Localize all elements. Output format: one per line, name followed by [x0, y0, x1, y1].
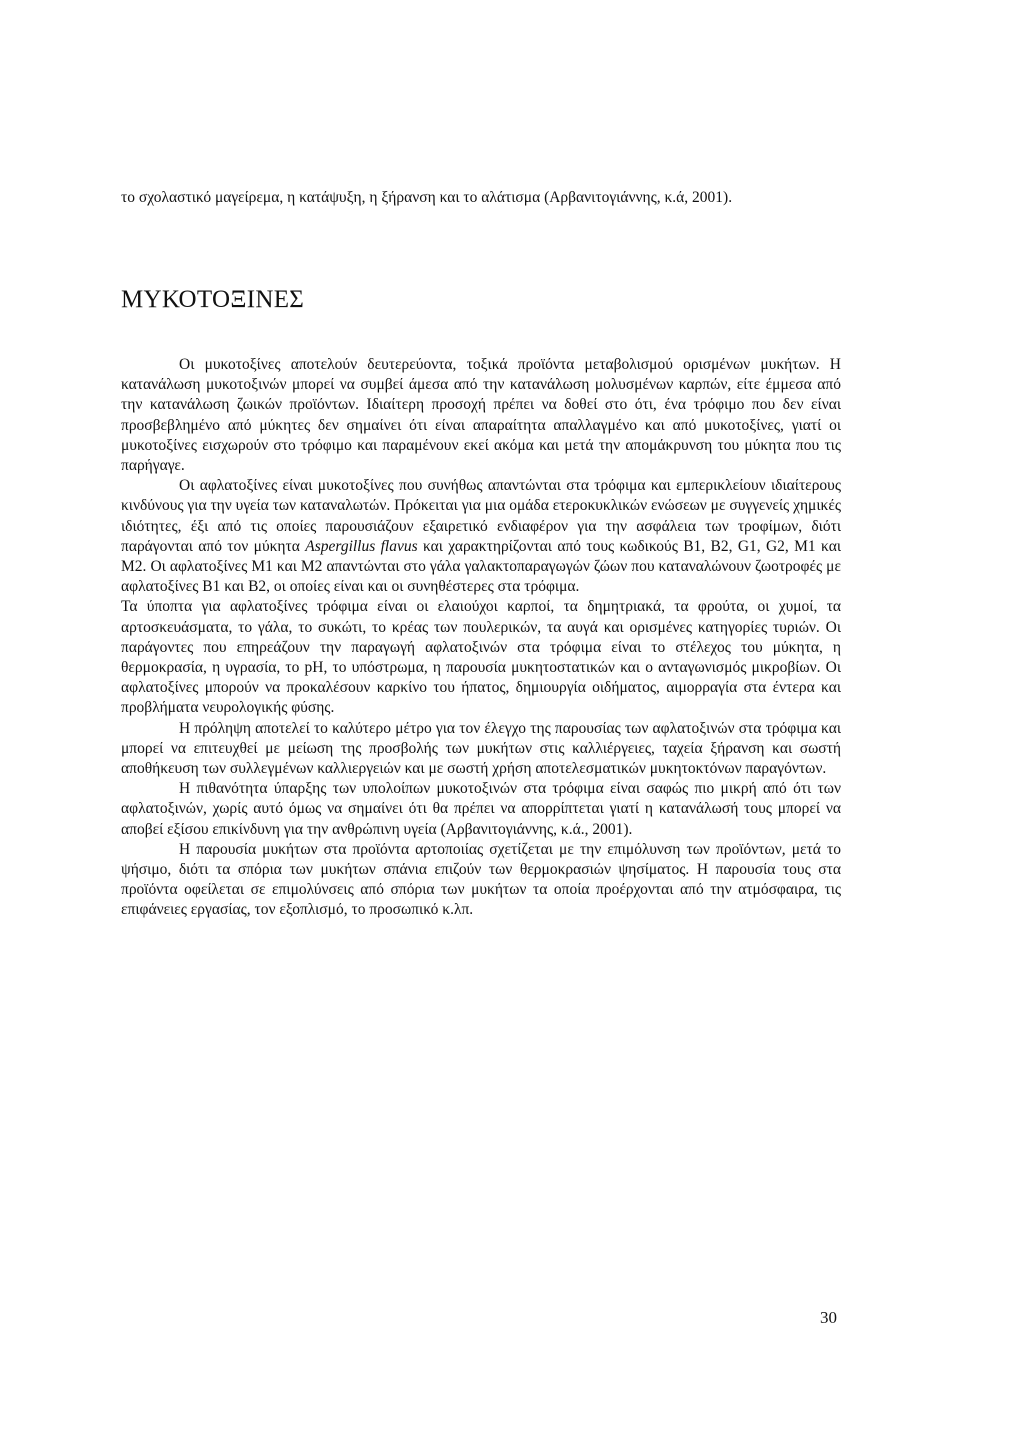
- page-number: 30: [820, 1308, 837, 1327]
- paragraph-other-mycotoxins: Η πιθανότητα ύπαρξης των υπολοίπων μυκοτοξινών στα τρόφιμα είναι σαφώς πιο μικρή από ότι των αφλατοξινών, χωρίς αυτό όμως να σημαίνει ότι θα πρέπει να απορρίπτεται γιατί η κατανάλωσή τους μπορεί να αποβεί εξίσου επικίνδυνη για την ανθρώπινη υγεία (Αρβανιτογιάννης, κ.ά., 2001).: [121, 780, 841, 838]
- paragraph-prevention: Η πρόληψη αποτελεί το καλύτερο μέτρο για τον έλεγχο της παρουσίας των αφλατοξινών στα τρόφιμα και μπορεί να επιτευχθεί με μείωση της προσβολής των μυκήτων στις καλλιέργειες, ταχεία ξήρανση και σωστή αποθήκευση των συλλεγμένων καλλιεργειών και με σωστή χρήση αποτελεσματικών μυκητοκτόνων παραγόντων.: [121, 719, 841, 778]
- intro-paragraph: το σχολαστικό μαγείρεμα, η κατάψυξη, η ξήρανση και το αλάτισμα (Αρβανιτογιάννης, κ.ά, 2001).: [121, 189, 733, 206]
- paragraph-suspect-foods: Τα ύποπτα για αφλατοξίνες τρόφιμα είναι οι ελαιούχοι καρποί, τα δημητριακά, τα φρούτα, οι χυμοί, τα αρτοσκευάσματα, το γάλα, το συκώτι, το κρέας των πουλερικών, τα αυγά και ορισμένες κατηγορίες τυριών. Οι παράγοντες που επηρεάζουν την παραγωγή αφλατοξινών στα τρόφιμα είναι το στέλεχος του μύκητα, η θερμοκρασία, η υγρασία, το pH, το υπόστρωμα, η παρουσία μυκητοστατικών και ο ανταγωνισμός μικροβίων. Οι αφλατοξίνες μπορούν να προκαλέσουν καρκίνο του ήπατος, δημιουργία οιδήματος, αιμορραγία στα έντερα και προβλήματα νευρολογικής φύσης.: [121, 598, 841, 717]
- section-heading: ΜΥΚΟΤΟΞΙΝΕΣ: [121, 286, 305, 313]
- intro-continuation: [121, 188, 841, 208]
- paragraph-aflatoxins: [121, 476, 841, 597]
- paragraph-aflatoxins-text-2: και χαρακτηρίζονται από τους κωδικούς Β1, Β2, G1, G2, M1 και M2. Οι αφλατοξίνες M1 και M2 απαντώνται στο γάλα γαλακτοπαραγωγών ζώων που καταναλώνουν ζωοτροφές με αφλατοξίνες B1 και B2, οι οποίες είναι και οι συνηθέστερες στα τρόφιμα.: [121, 537, 841, 596]
- paragraph-mycotoxins-definition: Οι μυκοτοξίνες αποτελούν δευτερεύοντα, τοξικά προϊόντα μεταβολισμού ορισμένων μυκήτων. Η κατανάλωση μυκοτοξινών μπορεί να συμβεί άμεσα από την κατανάλωση μολυσμένων καρπών, είτε έμμεσα από την κατανάλωση ζωικών προϊόντων. Ιδιαίτερη προσοχή πρέπει να δοθεί στο ότι, ένα τρόφιμο που δεν είναι προσβεβλημένο από μύκητες δεν σημαίνει ότι είναι απαραίτητα απαλλαγμένο και από μυκοτοξίνες, γιατί οι μυκοτοξίνες εισχωρούν στο τρόφιμο και παραμένουν εκεί ακόμα και μετά την απομάκρυνση του μύκητα που τις παρήγαγε.: [121, 356, 841, 475]
- section-body: [121, 355, 841, 921]
- paragraph-aflatoxins-text-1: Οι αφλατοξίνες είναι μυκοτοξίνες που συνήθως απαντώνται στα τρόφιμα και εμπερικλείουν ιδιαίτερους κινδύνους για την υγεία των καταναλωτών. Πρόκειται για μια ομάδα ετεροκυκλικών ενώσεων με συγγενείς χημικές ιδιότητες, έξι από τις οποίες παρουσιάζουν εξαιρετικό ενδιαφέρον για την ασφάλεια των τροφίμων, διότι παράγονται από τον μύκητα: [121, 477, 841, 555]
- paragraph-bakery-products: Η παρουσία μυκήτων στα προϊόντα αρτοποιίας σχετίζεται με την επιμόλυνση των προϊόντων, μετά το ψήσιμο, διότι τα σπόρια των μυκήτων σπάνια επιζούν των θερμοκρασιών ψησίματος. Η παρουσία τους στα προϊόντα οφείλεται σε επιμολύνσεις από σπόρια των μυκήτων τα οποία προέρχονται από την ατμόσφαιρα, τις επιφάνειες εργασίας, τον εξοπλισμό, το προσωπικό κ.λπ.: [121, 840, 841, 919]
- species-name: Aspergillus flavus: [305, 537, 418, 555]
